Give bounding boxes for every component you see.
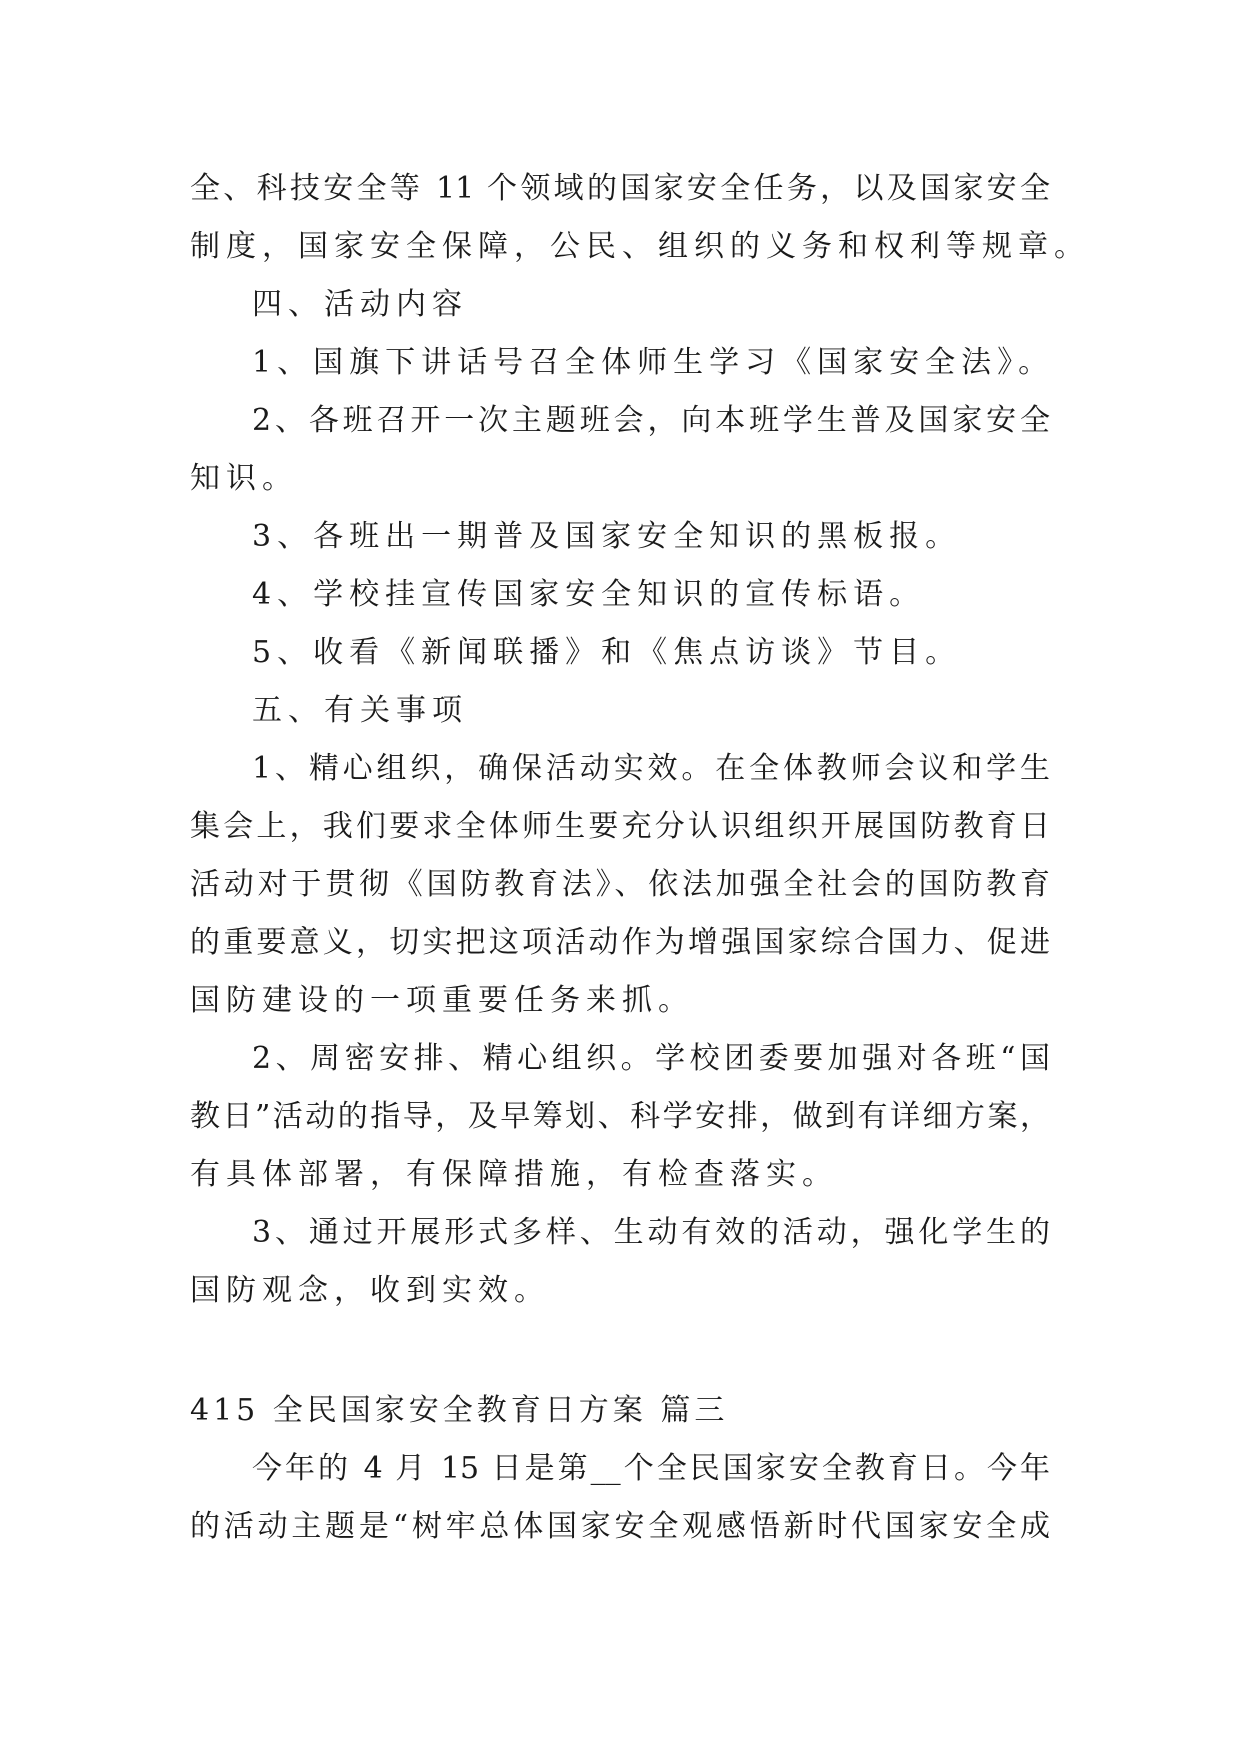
text-line: 国防建设的一项重要任务来抓。 bbox=[190, 983, 694, 1018]
list-item: 5、收看《新闻联播》和《焦点访谈》节目。 bbox=[252, 635, 962, 670]
list-item: 3、通过开展形式多样、生动有效的活动，强化学生的 bbox=[252, 1215, 1050, 1250]
text-line: 全、科技安全等 11 个领域的国家安全任务，以及国家安全 bbox=[190, 171, 1050, 206]
list-item: 2、各班召开一次主题班会，向本班学生普及国家安全 bbox=[252, 403, 1050, 438]
text-line: 的活动主题是“树牢总体国家安全观感悟新时代国家安全成 bbox=[190, 1509, 1050, 1544]
spacer bbox=[190, 1320, 1050, 1382]
list-item: 1、精心组织，确保活动实效。在全体教师会议和学生 bbox=[252, 751, 1050, 786]
list-item: 2、周密安排、精心组织。学校团委要加强对各班“国 bbox=[252, 1041, 1050, 1076]
document-page bbox=[190, 160, 1090, 1556]
list-item: 4、学校挂宣传国家安全知识的宣传标语。 bbox=[252, 577, 926, 612]
text-line: 教日”活动的指导，及早筹划、科学安排，做到有详细方案， bbox=[190, 1099, 1050, 1134]
text-line: 活动对于贯彻《国防教育法》、依法加强全社会的国防教育 bbox=[190, 867, 1050, 902]
text-line: 集会上，我们要求全体师生要充分认识组织开展国防教育日 bbox=[190, 809, 1050, 844]
text-line: 今年的 4 月 15 日是第__个全民国家安全教育日。今年 bbox=[252, 1451, 1050, 1486]
section-title: 415 全民国家安全教育日方案 篇三 bbox=[190, 1393, 729, 1428]
text-line: 的重要意义，切实把这项活动作为增强国家综合国力、促进 bbox=[190, 925, 1050, 960]
text-line: 国防观念，收到实效。 bbox=[190, 1273, 550, 1308]
section-heading: 五、有关事项 bbox=[252, 693, 468, 728]
text-line: 有具体部署，有保障措施，有检查落实。 bbox=[190, 1157, 838, 1192]
list-item: 1、国旗下讲话号召全体师生学习《国家安全法》。 bbox=[252, 345, 1055, 380]
text-line: 制度，国家安全保障，公民、组织的义务和权利等规章。 bbox=[190, 229, 1090, 264]
text-line: 知识。 bbox=[190, 461, 298, 496]
list-item: 3、各班出一期普及国家安全知识的黑板报。 bbox=[252, 519, 962, 554]
section-heading: 四、活动内容 bbox=[252, 287, 468, 322]
